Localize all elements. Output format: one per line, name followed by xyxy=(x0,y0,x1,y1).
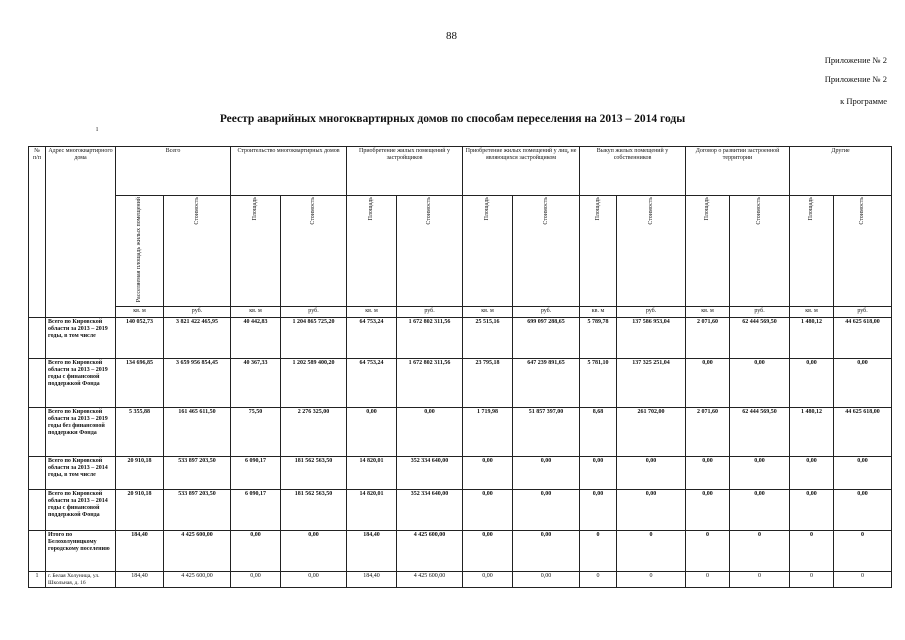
group-header-development-contract: Договор о развитии застроенной территории xyxy=(686,147,790,196)
value-cell: 4 425 600,00 xyxy=(164,572,231,588)
value-cell: 0 xyxy=(617,572,686,588)
value-cell: 0,00 xyxy=(790,359,834,408)
subcol-area: Площадь xyxy=(790,196,834,307)
subcol-area: Площадь xyxy=(347,196,397,307)
value-cell: 184,40 xyxy=(116,531,164,572)
value-cell: 8,68 xyxy=(580,408,617,457)
table-body xyxy=(29,318,892,588)
subcol-cost: Стоимость xyxy=(730,196,790,307)
unit-cost: руб. xyxy=(397,307,463,318)
value-cell: 3 659 956 854,45 xyxy=(164,359,231,408)
row-label: Всего по Кировской области за 2013 – 2014 годы, в том числе xyxy=(46,457,116,490)
value-cell: 181 562 563,50 xyxy=(281,490,347,531)
row-number xyxy=(29,490,46,531)
value-cell: 0,00 xyxy=(686,359,730,408)
value-cell: 0,00 xyxy=(513,531,580,572)
value-cell: 699 097 288,65 xyxy=(513,318,580,359)
value-cell: 0,00 xyxy=(463,490,513,531)
value-cell: 184,40 xyxy=(347,572,397,588)
value-cell: 0,00 xyxy=(281,572,347,588)
value-cell: 3 821 422 465,95 xyxy=(164,318,231,359)
value-cell: 184,40 xyxy=(116,572,164,588)
value-cell: 533 897 203,50 xyxy=(164,490,231,531)
value-cell: 0,00 xyxy=(580,457,617,490)
value-cell: 161 465 611,50 xyxy=(164,408,231,457)
value-cell: 64 753,24 xyxy=(347,359,397,408)
page-number: 88 xyxy=(446,30,457,42)
appendix-line-2: Приложение № 2 xyxy=(824,74,887,84)
row-number xyxy=(29,457,46,490)
value-cell: 44 625 618,00 xyxy=(834,318,892,359)
unit-cost: руб. xyxy=(834,307,892,318)
appendix-line-1: Приложение № 2 xyxy=(824,55,887,65)
value-cell: 64 753,24 xyxy=(347,318,397,359)
document-title: Реестр аварийных многоквартирных домов по способам переселения на 2013 – 2014 годы xyxy=(219,113,686,125)
value-cell: 0,00 xyxy=(513,457,580,490)
value-cell: 2 071,60 xyxy=(686,408,730,457)
value-cell: 0,00 xyxy=(834,359,892,408)
value-cell: 40 442,83 xyxy=(231,318,281,359)
row-label: Всего по Кировской области за 2013 – 2014 годы с финансовой поддержкой Фонда xyxy=(46,490,116,531)
value-cell: 5 781,10 xyxy=(580,359,617,408)
appendix-line-3: к Программе xyxy=(840,96,887,106)
value-cell: 1 672 802 311,56 xyxy=(397,318,463,359)
value-cell: 0 xyxy=(686,572,730,588)
subcol-area: Площадь xyxy=(580,196,617,307)
value-cell: 5 789,78 xyxy=(580,318,617,359)
value-cell: 75,50 xyxy=(231,408,281,457)
value-cell: 0,00 xyxy=(281,531,347,572)
row-number xyxy=(29,408,46,457)
value-cell: 0,00 xyxy=(686,490,730,531)
group-header-purchase-developers: Приобретение жилых помещений у застройщиков xyxy=(347,147,463,196)
unit-area: кв. м xyxy=(347,307,397,318)
group-header-other: Другие xyxy=(790,147,892,196)
value-cell: 51 857 397,00 xyxy=(513,408,580,457)
header-row-subcolumns xyxy=(29,196,892,307)
unit-cost: руб. xyxy=(513,307,580,318)
unit-area: кв. м xyxy=(463,307,513,318)
unit-area: кв. м xyxy=(686,307,730,318)
row-number xyxy=(29,318,46,359)
value-cell: 0,00 xyxy=(580,490,617,531)
value-cell: 184,40 xyxy=(347,531,397,572)
value-cell: 1 480,12 xyxy=(790,318,834,359)
value-cell: 1 202 589 400,20 xyxy=(281,359,347,408)
value-cell: 23 795,18 xyxy=(463,359,513,408)
value-cell: 0 xyxy=(730,531,790,572)
table-row xyxy=(29,457,892,490)
subcol-cost: Стоимость xyxy=(834,196,892,307)
value-cell: 134 696,85 xyxy=(116,359,164,408)
value-cell: 2 071,60 xyxy=(686,318,730,359)
value-cell: 140 052,73 xyxy=(116,318,164,359)
value-cell: 20 910,18 xyxy=(116,457,164,490)
unit-area: кв. м xyxy=(116,307,164,318)
table-row xyxy=(29,359,892,408)
registry-table xyxy=(28,146,892,588)
value-cell: 6 090,17 xyxy=(231,457,281,490)
value-cell: 44 625 618,00 xyxy=(834,408,892,457)
col-header-address: Адрес многоквартирного дома xyxy=(46,147,116,318)
subcol-cost: Стоимость xyxy=(164,196,231,307)
value-cell: 0,00 xyxy=(686,457,730,490)
value-cell: 5 355,88 xyxy=(116,408,164,457)
value-cell: 40 367,33 xyxy=(231,359,281,408)
value-cell: 2 276 325,00 xyxy=(281,408,347,457)
unit-area: кв. м xyxy=(580,307,617,318)
value-cell: 0,00 xyxy=(463,572,513,588)
value-cell: 20 910,18 xyxy=(116,490,164,531)
value-cell: 261 702,00 xyxy=(617,408,686,457)
row-label: Всего по Кировской области за 2013 – 2019 годы без финансовой поддержки Фонда xyxy=(46,408,116,457)
value-cell: 0 xyxy=(617,531,686,572)
unit-cost: руб. xyxy=(730,307,790,318)
value-cell: 0 xyxy=(834,572,892,588)
row-label: г. Белая Холуница, ул. Школьная, д. 16 xyxy=(46,572,116,588)
table-row xyxy=(29,490,892,531)
value-cell: 14 820,01 xyxy=(347,490,397,531)
subcol-area: Площадь xyxy=(686,196,730,307)
value-cell: 0,00 xyxy=(834,490,892,531)
value-cell: 0 xyxy=(580,531,617,572)
value-cell: 137 586 953,04 xyxy=(617,318,686,359)
value-cell: 352 334 640,00 xyxy=(397,457,463,490)
subcol-resettled-area: Расселяемая площадь жилых помещений xyxy=(116,196,164,307)
value-cell: 647 239 891,65 xyxy=(513,359,580,408)
header-row-groups xyxy=(29,147,892,196)
value-cell: 137 325 251,04 xyxy=(617,359,686,408)
value-cell: 14 820,01 xyxy=(347,457,397,490)
value-cell: 0,00 xyxy=(730,457,790,490)
row-number: 1 xyxy=(29,572,46,588)
subcol-cost: Стоимость xyxy=(397,196,463,307)
value-cell: 0,00 xyxy=(790,457,834,490)
unit-area: кв. м xyxy=(790,307,834,318)
subcol-area: Площадь xyxy=(231,196,281,307)
value-cell: 352 334 640,00 xyxy=(397,490,463,531)
value-cell: 0 xyxy=(580,572,617,588)
group-header-construction: Строительство многоквартирных домов xyxy=(231,147,347,196)
value-cell: 0 xyxy=(686,531,730,572)
value-cell: 25 515,16 xyxy=(463,318,513,359)
value-cell: 0 xyxy=(730,572,790,588)
table-row xyxy=(29,531,892,572)
value-cell: 4 425 600,00 xyxy=(397,531,463,572)
subcol-cost: Стоимость xyxy=(281,196,347,307)
value-cell: 0,00 xyxy=(790,490,834,531)
value-cell: 62 444 569,50 xyxy=(730,408,790,457)
value-cell: 0,00 xyxy=(231,572,281,588)
value-cell: 62 444 569,50 xyxy=(730,318,790,359)
row-label: Всего по Кировской области за 2013 – 2019 годы с финансовой поддержкой Фонда xyxy=(46,359,116,408)
scan-mark: ı xyxy=(96,124,99,133)
unit-cost: руб. xyxy=(164,307,231,318)
value-cell: 0 xyxy=(790,572,834,588)
value-cell: 533 897 203,50 xyxy=(164,457,231,490)
value-cell: 4 425 600,00 xyxy=(397,572,463,588)
value-cell: 0 xyxy=(790,531,834,572)
row-label: Всего по Кировской области за 2013 – 2019 годы, в том числе xyxy=(46,318,116,359)
row-label: Итого по Белохолуницкому городскому поселению xyxy=(46,531,116,572)
value-cell: 0,00 xyxy=(617,490,686,531)
value-cell: 0,00 xyxy=(730,359,790,408)
value-cell: 0,00 xyxy=(231,531,281,572)
value-cell: 0,00 xyxy=(463,531,513,572)
group-header-purchase-non-developers: Приобретение жилых помещений у лиц, не являющихся застройщиком xyxy=(463,147,580,196)
row-number xyxy=(29,531,46,572)
value-cell: 4 425 600,00 xyxy=(164,531,231,572)
value-cell: 0,00 xyxy=(513,490,580,531)
table-row xyxy=(29,572,892,588)
header-row-units xyxy=(29,307,892,318)
subcol-cost: Стоимость xyxy=(513,196,580,307)
value-cell: 0,00 xyxy=(730,490,790,531)
value-cell: 1 204 865 725,20 xyxy=(281,318,347,359)
table-row xyxy=(29,408,892,457)
col-header-number: № п/п xyxy=(29,147,46,318)
value-cell: 6 090,17 xyxy=(231,490,281,531)
unit-area: кв. м xyxy=(231,307,281,318)
group-header-total: Всего xyxy=(116,147,231,196)
value-cell: 0,00 xyxy=(397,408,463,457)
value-cell: 0,00 xyxy=(834,457,892,490)
value-cell: 0,00 xyxy=(513,572,580,588)
row-number xyxy=(29,359,46,408)
value-cell: 1 719,98 xyxy=(463,408,513,457)
unit-cost: руб. xyxy=(617,307,686,318)
subcol-cost: Стоимость xyxy=(617,196,686,307)
value-cell: 0 xyxy=(834,531,892,572)
unit-cost: руб. xyxy=(281,307,347,318)
value-cell: 1 480,12 xyxy=(790,408,834,457)
group-header-buyout: Выкуп жилых помещений у собственников xyxy=(580,147,686,196)
subcol-area: Площадь xyxy=(463,196,513,307)
value-cell: 0,00 xyxy=(347,408,397,457)
value-cell: 181 562 563,50 xyxy=(281,457,347,490)
value-cell: 0,00 xyxy=(617,457,686,490)
value-cell: 1 672 802 311,56 xyxy=(397,359,463,408)
table-row xyxy=(29,318,892,359)
value-cell: 0,00 xyxy=(463,457,513,490)
